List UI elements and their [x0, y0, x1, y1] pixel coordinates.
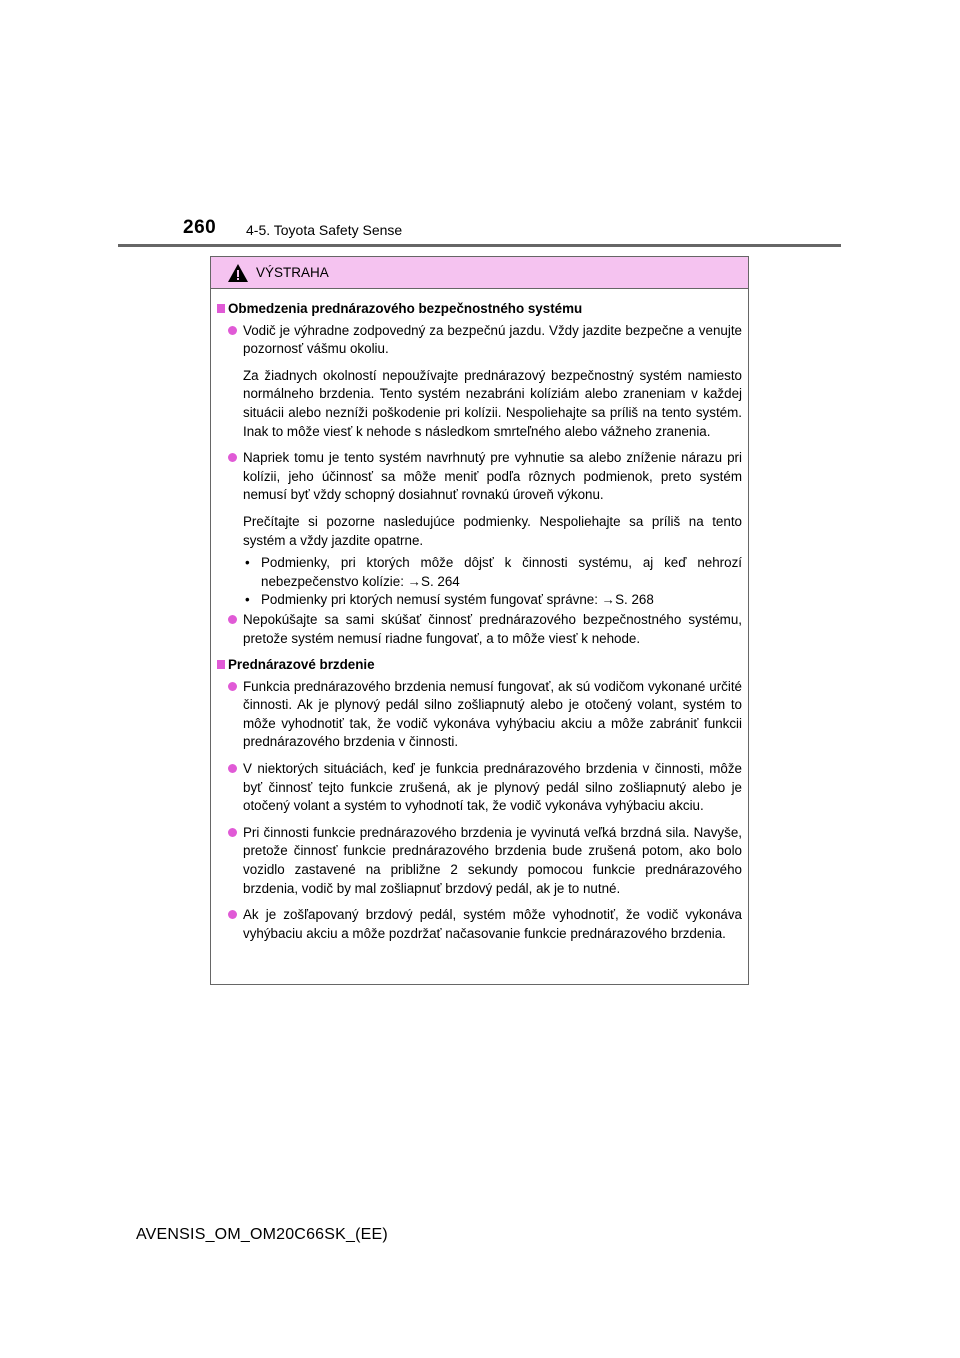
circle-bullet-icon	[228, 682, 237, 691]
sub-list-item: • Podmienky pri ktorých nemusí systém fungovať správne: →S. 268	[245, 592, 654, 608]
warning-content	[211, 289, 748, 943]
paragraph: Za žiadnych okolností nepoužívajte prednárazový bezpečnostný systém namiesto normálneho brzdenia. Tento systém nezabráni kolíziám alebo zraneniam v každej situácii alebo nezníži poškodenie pri kolízii. Nespoliehajte sa príliš na tento systém. Inak to môže viesť k nehode s následkom smrteľného alebo vážneho zranenia.	[243, 367, 742, 439]
header-rule	[118, 244, 841, 247]
page-number: 260	[183, 217, 217, 238]
section-title: 4-5. Toyota Safety Sense	[246, 222, 403, 238]
circle-bullet-icon	[228, 764, 237, 773]
circle-bullet-icon	[228, 326, 237, 335]
circle-bullet-icon	[228, 910, 237, 919]
list-item: Ak je zošľapovaný brzdový pedál, systém môže vyhodnotiť, že vodič vykonáva vyhýbaciu akciu a môže pozdržať načasovanie funkcie prednárazového brzdenia.	[217, 906, 742, 943]
list-item: Vodič je výhradne zodpovedný za bezpečnú jazdu. Vždy jazdite bezpečne a venujte pozornosť vášmu okoliu.	[217, 322, 742, 359]
list-item: Nepokúšajte sa sami skúšať činnosť prednárazového bezpečnostného systému, pretože systém nemusí riadne fungovať, a to môže viesť k nehode.	[217, 611, 742, 648]
list-item: Napriek tomu je tento systém navrhnutý pre vyhnutie sa alebo zníženie nárazu pri kolízii, jeho účinnosť sa môže meniť podľa rôznych podmienok, preto systém nemusí byť vždy schopný dosiahnuť rovnakú úroveň výkonu.	[217, 449, 742, 505]
sub-list-item: • Podmienky, pri ktorých môže dôjsť k činnosti systému, aj keď nehrozí nebezpečenstvo kolízie: →S. 264	[245, 555, 742, 589]
warning-triangle-icon	[227, 263, 249, 283]
list-item: V niektorých situáciách, keď je funkcia prednárazového brzdenia v činnosti, môže byť činnosť tejto funkcie zrušená, ak je plynový pedál silno zošliapnutý alebo je otočený volant a systém to vyhodnotí tak, že vodič vykonáva vyhýbaciu akciu.	[217, 760, 742, 816]
paragraph: Prečítajte si pozorne nasledujúce podmienky. Nespoliehajte sa príliš na tento systém a vždy jazdite opatrne.	[243, 513, 742, 548]
warning-box	[210, 256, 749, 985]
list-item: Funkcia prednárazového brzdenia nemusí fungovať, ak sú vodičom vykonané určité činnosti. Ak je plynový pedál silno zošliapnutý alebo je otočený volant, systém to môže vyhodnotiť tak, že vodič vykonáva vyhýbaciu akciu a môže zabrániť funkcii prednárazového brzdenia v činnosti.	[217, 678, 742, 752]
section-heading: Prednárazové brzdenie	[217, 656, 742, 675]
circle-bullet-icon	[228, 828, 237, 837]
square-bullet-icon	[217, 660, 225, 669]
document-code: AVENSIS_OM_OM20C66SK_(EE)	[136, 1226, 388, 1243]
square-bullet-icon	[217, 304, 225, 313]
section-heading: Obmedzenia prednárazového bezpečnostného systému	[217, 300, 742, 319]
circle-bullet-icon	[228, 615, 237, 624]
circle-bullet-icon	[228, 453, 237, 462]
warning-title: VÝSTRAHA	[256, 265, 329, 280]
list-item: Pri činnosti funkcie prednárazového brzdenia je vyvinutá veľká brzdná sila. Navyše, pretože činnosť funkcie prednárazového brzdenia bude zrušená potom, ako bolo vozidlo zastavené na približne 2 sekundy pomocou funkcie prednárazového brzdenia, vodič by mal zošliapnuť brzdový pedál, ak je to nutné.	[217, 824, 742, 898]
warning-header	[211, 257, 748, 289]
